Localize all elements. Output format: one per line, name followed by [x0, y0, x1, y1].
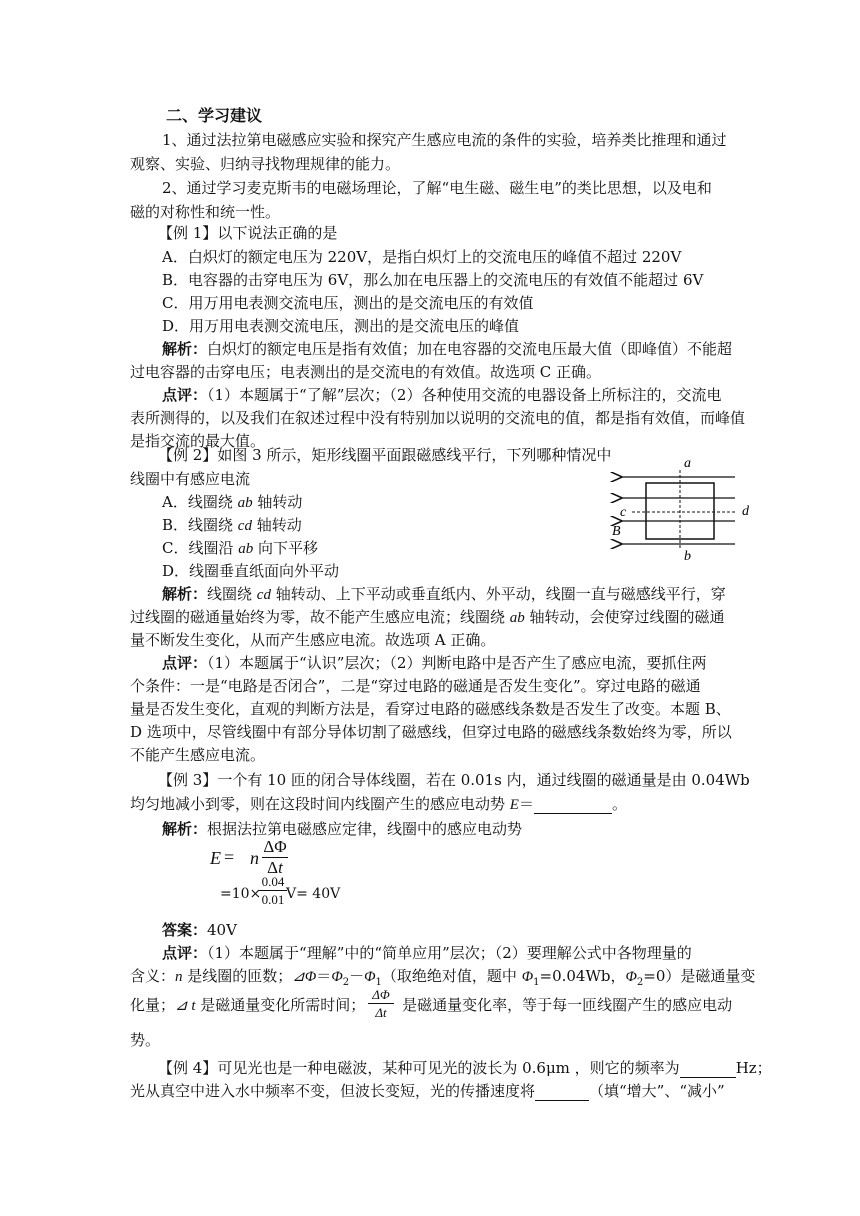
ex1-option-c: C．用万用电表测交流电压，测出的是交流电压的有效值	[162, 294, 534, 312]
ex2-comment	[162, 654, 706, 672]
ex2-comment-label: 点评：	[162, 654, 208, 672]
ex1-label: 【例 1】	[158, 224, 218, 242]
ex1-comment-text-3: 是指交流的最大值。	[130, 432, 266, 450]
ex2-analysis-line-3: 量不断发生变化，从而产生感应电流。故选项 A 正确。	[130, 631, 496, 649]
ex3-comment-label: 点评：	[162, 944, 208, 962]
ex3-analysis: 解析：根据法拉第电磁感应定律，线圈中的感应电动势	[162, 820, 523, 838]
ex4-speed-blank[interactable]	[535, 1082, 589, 1101]
ex1-comment-label: 点评：	[162, 386, 208, 404]
ex1-question	[158, 224, 337, 242]
ex3-label: 【例 3】	[158, 771, 218, 789]
ex1-analysis-text-1: 白炽灯的额定电压是指有效值；加在电容器的交流电压最大值（即峰值）不能超	[207, 340, 733, 358]
advice-line-4: 磁的对称性和统一性。	[130, 203, 281, 221]
ex4-frequency-blank[interactable]	[680, 1059, 736, 1078]
advice-line-3: 2、通过学习麦克斯韦的电磁场理论，了解“电生磁、磁生电”的类比思想，以及电和	[162, 179, 712, 197]
ex3-question-line-2: 均匀地减小到零，则在这段时间内线圈产生的感应电动势 E＝ 。	[130, 795, 627, 813]
ex3-answer-label: 答案：	[162, 921, 208, 939]
ex1-analysis	[162, 340, 732, 358]
ex2-question-text-1: 如图 3 所示，矩形线圈平面跟磁感线平行，下列哪种情况中	[217, 446, 612, 464]
ex2-comment-text-4: D 选项中，尽管线圈中有部分导体切割了磁感线，但穿过电路的磁感线条数始终为零，所以	[130, 723, 732, 741]
advice-line-1: 1、通过法拉第电磁感应实验和探究产生感应电流的条件的实验，培养类比推理和通过	[162, 131, 727, 149]
ex2-label: 【例 2】	[158, 446, 218, 464]
ex3-comment-line-2: 含义：n 是线圈的匝数；$⊿\Phi=\Phi_2-\Phi_1$（取绝绝对值，题中 $\Phi_1=0.04Wb$，$\Phi_2=0$）是磁通量变	[130, 967, 756, 988]
ex1-analysis-label: 解析：	[162, 340, 208, 358]
ex3-comment-line-4: 势。	[130, 1031, 161, 1049]
ex2-option-b: B．线圈绕 cd 轴转动	[162, 516, 302, 534]
ex2-analysis-label: 解析：	[162, 585, 208, 603]
ex2-question-text-2: 线圈中有感应电流	[130, 470, 251, 488]
ex2-comment-text-2: 个条件：一是“电路是否闭合”，二是“穿过电路的磁通是否发生变化”。穿过电路的磁通	[130, 677, 701, 695]
label-a: a	[684, 456, 691, 471]
advice-line-2: 观察、实验、归纳寻找物理规律的能力。	[130, 155, 401, 173]
ex2-comment-text-1: （1）本题属于“认识”层次；（2）判断电路中是否产生了感应电流，要抓住两	[207, 654, 707, 672]
ex1-option-b: B．电容器的击穿电压为 6V，那么加在电压器上的交流电压的有效值不能超过 6V	[162, 271, 704, 289]
ex3-answer: 答案：40V	[162, 921, 237, 939]
ex2-comment-text-3: 量是否发生变化，直观的判断方法是，看穿过电路的磁感线条数是否发生了改变。本题 B、	[130, 700, 731, 718]
ex3-question: 【例 3】一个有 10 匝的闭合导体线圈，若在 0.01s 内，通过线圈的磁通量是由 0.04Wb	[158, 771, 750, 789]
flux-rate-fraction: ΔΦ Δt	[368, 986, 394, 1021]
ex2-option-a: A．线圈绕 ab 轴转动	[162, 493, 303, 511]
label-B: B	[612, 524, 621, 539]
ex3-answer-blank[interactable]	[534, 795, 612, 814]
ex2-option-d: D．线圈垂直纸面向外平动	[162, 562, 340, 580]
label-c: c	[620, 505, 627, 520]
ex4-question: 【例 4】可见光也是一种电磁波，某种可见光的波长为 0.6μm ，则它的频率为 Hz；	[158, 1059, 772, 1077]
label-b: b	[684, 549, 691, 564]
section-title: 二、学习建议	[166, 106, 263, 125]
ex2-comment-text-5: 不能产生感应电流。	[130, 746, 266, 764]
ex1-comment-text-1: （1）本题属于“了解”层次；（2）各种使用交流的电器设备上所标注的，交流电	[207, 386, 722, 404]
ex2-question	[158, 446, 611, 464]
coil-figure	[608, 450, 758, 566]
ex3-analysis-label: 解析：	[162, 820, 208, 838]
ex2-option-c: C．线圈沿 ab 向下平移	[162, 539, 319, 557]
ex3-comment: 点评：（1）本题属于“理解”中的“简单应用”层次；（2）要理解公式中各物理量的	[162, 944, 692, 962]
ex4-label: 【例 4】	[158, 1059, 218, 1077]
ex1-question-text: 以下说法正确的是	[217, 224, 338, 242]
ex1-comment-text-2: 表所测得的，以及我们在叙述过程中没有特别加以说明的交流电的值，都是指有效值，而峰值	[130, 409, 746, 427]
ex2-analysis: 解析：线圈绕 cd 轴转动、上下平动或垂直纸内、外平动，线圈一直与磁感线平行，穿	[162, 585, 726, 603]
ex1-analysis-text-2: 过电容器的击穿电压；电表测出的是交流电的有效值。故选项 C 正确。	[130, 363, 602, 381]
ex2-analysis-line-2: 过线圈的磁通量始终为零，故不能产生感应电流；线圈绕 ab 轴转动，会使穿过线圈的磁通	[130, 608, 725, 626]
ex3-comment-line-3: 化量；⊿ t 是磁通量变化所需时间； 是磁通量变化率，等于每一匝线圈产生的感应电动	[130, 996, 733, 1014]
ex1-option-a: A．白炽灯的额定电压为 220V，是指白炽灯上的交流电压的峰值不超过 220V	[162, 248, 682, 266]
label-d: d	[742, 504, 749, 519]
ex1-option-d: D．用万用电表测交流电压，测出的是交流电压的峰值	[162, 317, 520, 335]
ex4-question-line-2: 光从真空中进入水中频率不变，但波长变短，光的传播速度将 （填“增大”、“减小”	[130, 1082, 725, 1100]
ex1-comment	[162, 386, 721, 404]
